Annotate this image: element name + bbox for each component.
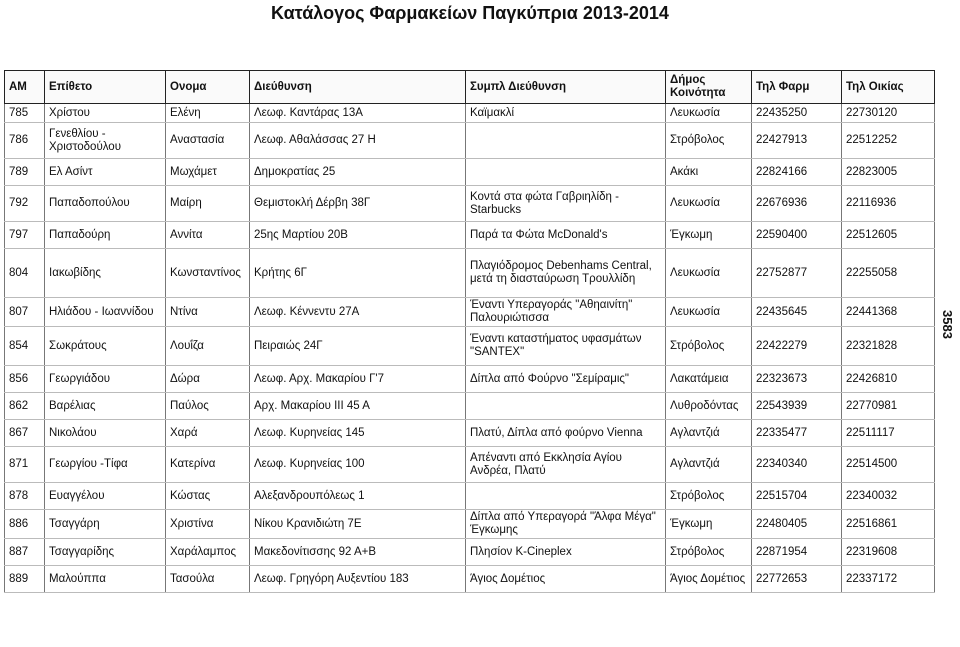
cell-surname: Μαλούππα: [45, 566, 166, 593]
cell-am: 862: [5, 393, 45, 420]
cell-name: Κώστας: [166, 483, 250, 510]
cell-extra-address: Παρά τα Φώτα McDonald's: [466, 222, 666, 249]
cell-tel-pharmacy: 22422279: [752, 327, 842, 366]
cell-name: Δώρα: [166, 366, 250, 393]
cell-am: 887: [5, 539, 45, 566]
cell-am: 871: [5, 447, 45, 483]
page-title: Κατάλογος Φαρμακείων Παγκύπρια 2013-2014: [271, 3, 669, 23]
table-row: [5, 539, 935, 566]
cell-tel-pharmacy: 22590400: [752, 222, 842, 249]
cell-extra-address: [466, 123, 666, 159]
cell-name: Χαρά: [166, 420, 250, 447]
cell-tel-home: 22730120: [842, 104, 935, 123]
cell-surname: Γεωργιάδου: [45, 366, 166, 393]
cell-surname: Ευαγγέλου: [45, 483, 166, 510]
pharmacy-table: [4, 70, 935, 593]
table-row: [5, 249, 935, 298]
cell-municipality: Αγλαντζιά: [666, 420, 752, 447]
cell-municipality: Λευκωσία: [666, 186, 752, 222]
cell-name: Αννίτα: [166, 222, 250, 249]
cell-tel-home: 22512605: [842, 222, 935, 249]
cell-tel-pharmacy: 22435645: [752, 298, 842, 327]
cell-extra-address: [466, 393, 666, 420]
cell-address: 25ης Μαρτίου 20Β: [250, 222, 466, 249]
cell-tel-home: 22321828: [842, 327, 935, 366]
cell-am: 789: [5, 159, 45, 186]
cell-surname: Τσαγγάρη: [45, 510, 166, 539]
cell-extra-address: [466, 483, 666, 510]
cell-am: 867: [5, 420, 45, 447]
cell-name: Χαράλαμπος: [166, 539, 250, 566]
cell-tel-pharmacy: 22480405: [752, 510, 842, 539]
cell-municipality: Έγκωμη: [666, 222, 752, 249]
table-row: [5, 393, 935, 420]
page-number: 3583: [940, 309, 955, 339]
cell-address: Αλεξανδρουπόλεως 1: [250, 483, 466, 510]
table-row: [5, 298, 935, 327]
table-row: [5, 104, 935, 123]
cell-surname: Βαρέλιας: [45, 393, 166, 420]
cell-surname: Γεωργίου -Τίφα: [45, 447, 166, 483]
cell-tel-pharmacy: 22772653: [752, 566, 842, 593]
cell-surname: Τσαγγαρίδης: [45, 539, 166, 566]
cell-tel-pharmacy: 22676936: [752, 186, 842, 222]
cell-name: Μαίρη: [166, 186, 250, 222]
cell-tel-pharmacy: 22824166: [752, 159, 842, 186]
cell-name: Τασούλα: [166, 566, 250, 593]
cell-tel-pharmacy: 22340340: [752, 447, 842, 483]
cell-am: 889: [5, 566, 45, 593]
cell-extra-address: Πλησίον K-Cineplex: [466, 539, 666, 566]
table-row: [5, 447, 935, 483]
cell-tel-home: 22337172: [842, 566, 935, 593]
cell-municipality: Ακάκι: [666, 159, 752, 186]
cell-municipality: Λευκωσία: [666, 298, 752, 327]
column-header: Ονομα: [166, 71, 250, 104]
table-row: [5, 327, 935, 366]
cell-am: 878: [5, 483, 45, 510]
cell-address: Λεωφ. Γρηγόρη Αυξεντίου 183: [250, 566, 466, 593]
cell-name: Μωχάμετ: [166, 159, 250, 186]
cell-name: Ελένη: [166, 104, 250, 123]
cell-extra-address: Έναντι καταστήματος υφασμάτων "SANTEX": [466, 327, 666, 366]
cell-extra-address: Απέναντι από Εκκλησία Αγίου Ανδρέα, Πλατύ: [466, 447, 666, 483]
cell-am: 854: [5, 327, 45, 366]
cell-tel-pharmacy: 22335477: [752, 420, 842, 447]
cell-extra-address: Πλαγιόδρομος Debenhams Central, μετά τη διασταύρωση Τρουλλίδη: [466, 249, 666, 298]
table-row: [5, 510, 935, 539]
cell-address: Αρχ. Μακαρίου ΙΙΙ 45 Α: [250, 393, 466, 420]
cell-address: Λεωφ. Κυρηνείας 100: [250, 447, 466, 483]
cell-tel-pharmacy: 22515704: [752, 483, 842, 510]
cell-name: Ντίνα: [166, 298, 250, 327]
cell-am: 797: [5, 222, 45, 249]
column-header: Διεύθυνση: [250, 71, 466, 104]
cell-address: Νίκου Κρανιδιώτη 7Ε: [250, 510, 466, 539]
column-header: AM: [5, 71, 45, 104]
cell-municipality: Λυθροδόντας: [666, 393, 752, 420]
column-header: Επίθετο: [45, 71, 166, 104]
cell-am: 804: [5, 249, 45, 298]
cell-tel-pharmacy: 22543939: [752, 393, 842, 420]
cell-tel-home: 22441368: [842, 298, 935, 327]
cell-tel-home: 22823005: [842, 159, 935, 186]
cell-am: 792: [5, 186, 45, 222]
column-header: Τηλ Φαρμ: [752, 71, 842, 104]
cell-extra-address: Δίπλα από Φούρνο "Σεμίραμις": [466, 366, 666, 393]
cell-address: Δημοκρατίας 25: [250, 159, 466, 186]
cell-municipality: Λακατάμεια: [666, 366, 752, 393]
cell-tel-pharmacy: 22871954: [752, 539, 842, 566]
cell-extra-address: Καϊμακλί: [466, 104, 666, 123]
cell-tel-home: 22340032: [842, 483, 935, 510]
cell-extra-address: Δίπλα από Υπεραγορά "Άλφα Μέγα" Έγκωμης: [466, 510, 666, 539]
cell-name: Χριστίνα: [166, 510, 250, 539]
cell-am: 856: [5, 366, 45, 393]
cell-surname: Χρίστου: [45, 104, 166, 123]
cell-extra-address: Πλατύ, Δίπλα από φούρνο Vienna: [466, 420, 666, 447]
cell-surname: Σωκράτους: [45, 327, 166, 366]
cell-municipality: Άγιος Δομέτιος: [666, 566, 752, 593]
cell-name: Κωνσταντίνος: [166, 249, 250, 298]
table-row: [5, 420, 935, 447]
column-header: Συμπλ Διεύθυνση: [466, 71, 666, 104]
cell-extra-address: Κοντά στα φώτα Γαβριηλίδη - Starbucks: [466, 186, 666, 222]
cell-tel-home: 22319608: [842, 539, 935, 566]
cell-am: 886: [5, 510, 45, 539]
cell-surname: Γενεθλίου - Χριστοδούλου: [45, 123, 166, 159]
cell-surname: Παπαδοπούλου: [45, 186, 166, 222]
cell-tel-pharmacy: 22752877: [752, 249, 842, 298]
cell-address: Κρήτης 6Γ: [250, 249, 466, 298]
cell-address: Λεωφ. Κέννεντυ 27Α: [250, 298, 466, 327]
cell-municipality: Στρόβολος: [666, 123, 752, 159]
cell-tel-home: 22426810: [842, 366, 935, 393]
table-row: [5, 123, 935, 159]
cell-name: Λουΐζα: [166, 327, 250, 366]
table-row: [5, 566, 935, 593]
cell-am: 786: [5, 123, 45, 159]
cell-name: Παύλος: [166, 393, 250, 420]
cell-municipality: Στρόβολος: [666, 483, 752, 510]
cell-extra-address: [466, 159, 666, 186]
cell-name: Αναστασία: [166, 123, 250, 159]
cell-address: Λεωφ. Αθαλάσσας 27 Η: [250, 123, 466, 159]
table-row: [5, 186, 935, 222]
cell-municipality: Αγλαντζιά: [666, 447, 752, 483]
table-row: [5, 366, 935, 393]
cell-tel-home: 22770981: [842, 393, 935, 420]
table-row: [5, 159, 935, 186]
cell-surname: Ηλιάδου - Ιωαννίδου: [45, 298, 166, 327]
cell-municipality: Λευκωσία: [666, 104, 752, 123]
cell-municipality: Στρόβολος: [666, 539, 752, 566]
cell-tel-pharmacy: 22323673: [752, 366, 842, 393]
header-row: [5, 71, 935, 104]
cell-address: Μακεδονίτισσης 92 Α+Β: [250, 539, 466, 566]
cell-tel-home: 22512252: [842, 123, 935, 159]
table-row: [5, 222, 935, 249]
cell-extra-address: Έναντι Υπεραγοράς "Αθηαινίτη" Παλουριώτισσα: [466, 298, 666, 327]
cell-municipality: Έγκωμη: [666, 510, 752, 539]
cell-tel-home: 22116936: [842, 186, 935, 222]
column-header: Δήμος Κοινότητα: [666, 71, 752, 104]
cell-municipality: Λευκωσία: [666, 249, 752, 298]
cell-surname: Παπαδούρη: [45, 222, 166, 249]
cell-municipality: Στρόβολος: [666, 327, 752, 366]
cell-extra-address: Άγιος Δομέτιος: [466, 566, 666, 593]
cell-am: 807: [5, 298, 45, 327]
cell-address: Λεωφ. Κυρηνείας 145: [250, 420, 466, 447]
cell-surname: Νικολάου: [45, 420, 166, 447]
cell-address: Λεωφ. Αρχ. Μακαρίου Γ'7: [250, 366, 466, 393]
table-row: [5, 483, 935, 510]
cell-tel-home: 22514500: [842, 447, 935, 483]
cell-tel-pharmacy: 22435250: [752, 104, 842, 123]
cell-name: Κατερίνα: [166, 447, 250, 483]
cell-tel-home: 22516861: [842, 510, 935, 539]
cell-surname: Ιακωβίδης: [45, 249, 166, 298]
cell-surname: Ελ Ασίντ: [45, 159, 166, 186]
cell-tel-home: 22255058: [842, 249, 935, 298]
cell-address: Πειραιώς 24Γ: [250, 327, 466, 366]
cell-tel-pharmacy: 22427913: [752, 123, 842, 159]
cell-tel-home: 22511117: [842, 420, 935, 447]
cell-address: Λεωφ. Καντάρας 13Α: [250, 104, 466, 123]
cell-address: Θεμιστοκλή Δέρβη 38Γ: [250, 186, 466, 222]
cell-am: 785: [5, 104, 45, 123]
column-header: Τηλ Οικίας: [842, 71, 935, 104]
